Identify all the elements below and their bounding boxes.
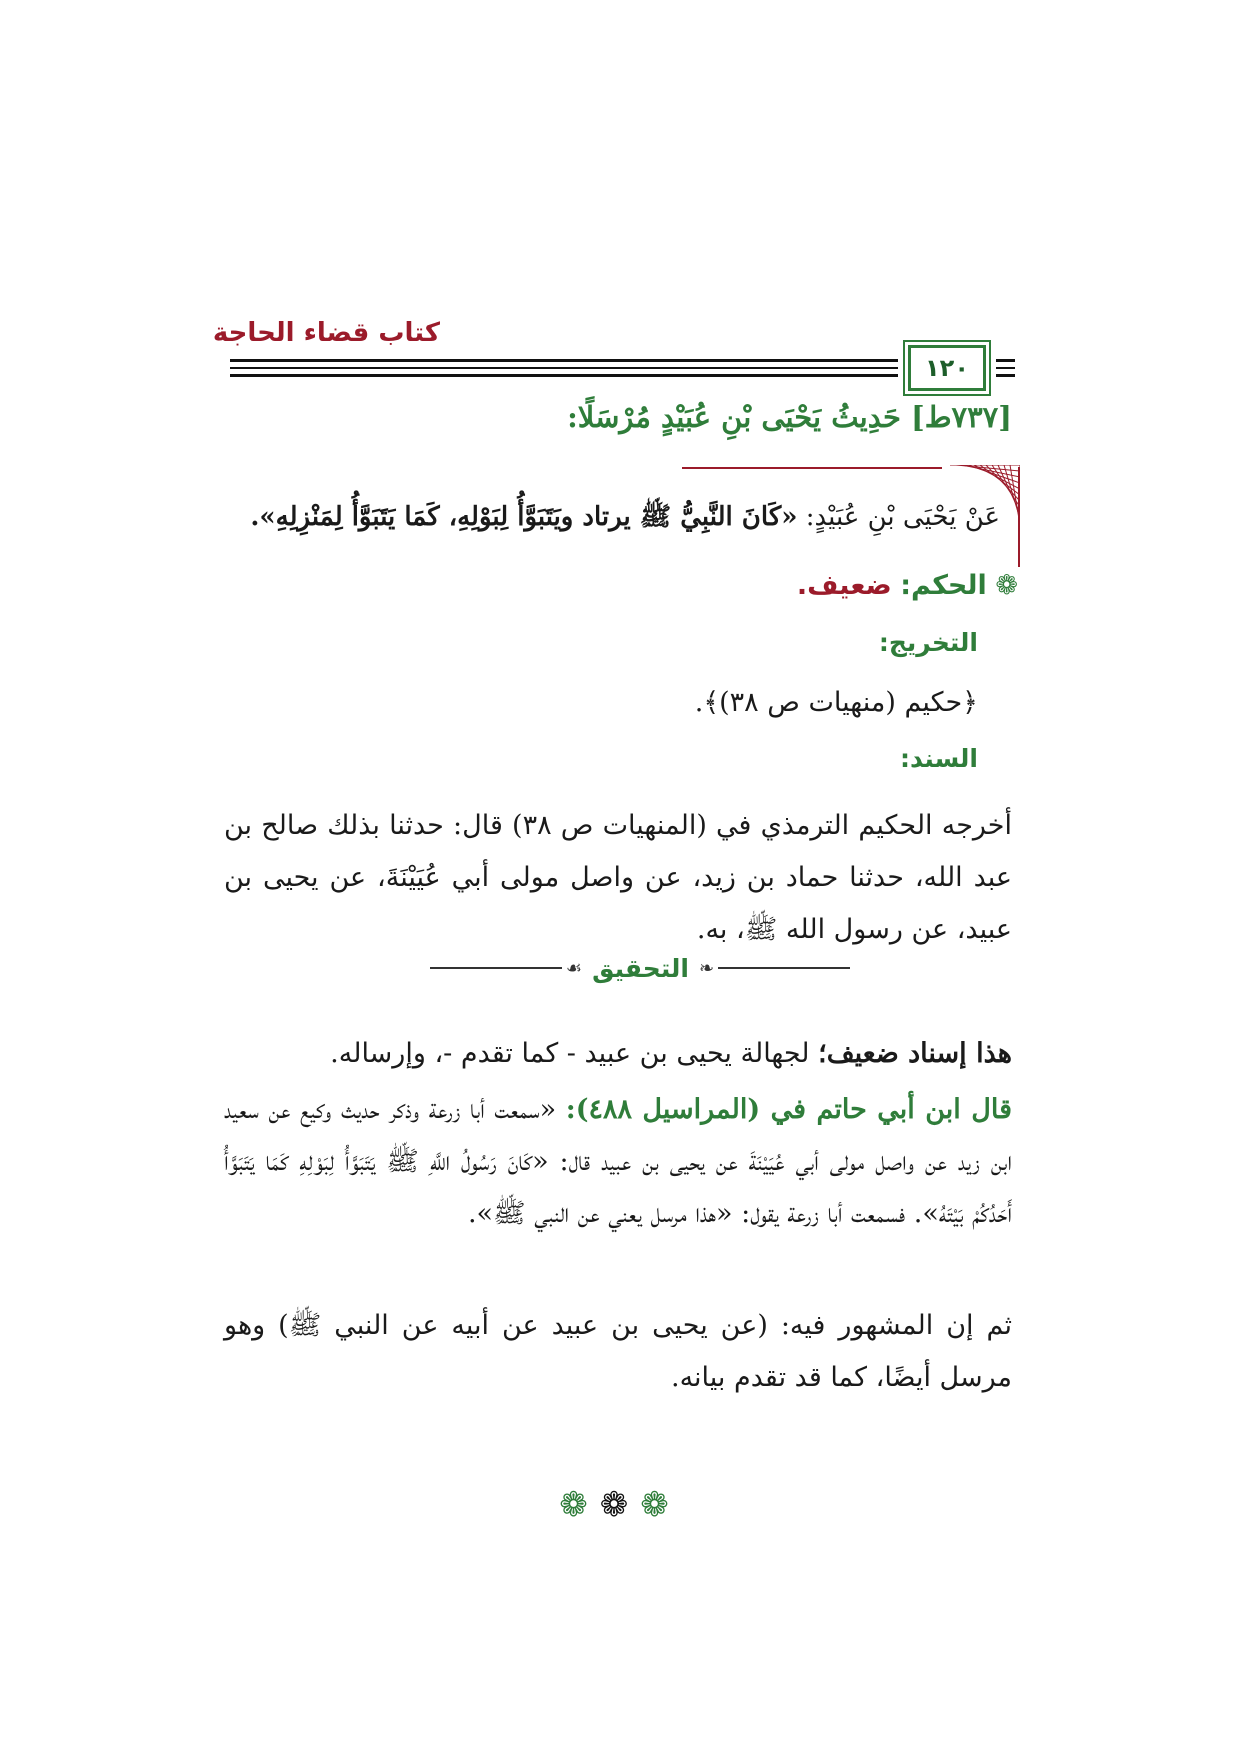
takhrij-label: التخريج:: [878, 628, 978, 657]
flower-ornament-icon: ❁: [640, 1485, 681, 1525]
quote-source: قال ابن أبي حاتم في (المراسيل ٤٨٨):: [565, 1094, 1012, 1125]
page-number: ١٢٠: [925, 354, 969, 382]
end-ornament: [520, 1485, 720, 1525]
tahqiq-title: التحقيق: [592, 953, 689, 983]
flower-ornament-icon: ❁: [559, 1485, 600, 1525]
divider-ornament-icon: ❧: [698, 957, 715, 979]
ruling: [218, 570, 1018, 601]
hadith-narrator: عَنْ يَحْيَى بْنِ عُبَيْدٍ:: [805, 502, 1000, 532]
tahqiq-paragraph-1: [224, 1028, 1012, 1080]
flower-ornament-icon: ❁: [599, 1485, 641, 1525]
quote-text: «سمعت أبا زرعة وذكر حديث وكيع عن سعيد ابن زيد عن واصل مولى أبي عُيَيْنَةَ عن يحيى بن عبيد قال: «كَانَ رَسُولُ اللَّهِ ﷺ يَتَبَوَّأُ لِبَوْلِهِ كَمَا يَتَبَوَّأُ أَحَدُكُمْ بَيْتَهُ». فسمعت أبا زرعة يقول: «هذا مرسل يعني عن النبي ﷺ».: [224, 1094, 1012, 1229]
ruling-value: ضعيف.: [796, 570, 892, 601]
hadith-matn: «كَانَ النَّبِيُّ ﷺ يرتاد ويَتَبَوَّأُ لِبَوْلِهِ، كَمَا يَتَبَوَّأُ لِمَنْزِلِهِ».: [250, 502, 798, 532]
ruling-label: الحكم:: [900, 570, 987, 601]
tahqiq-paragraph-2: [224, 1084, 1012, 1240]
hadith-text: [220, 500, 1000, 538]
tahqiq-lead: هذا إسناد ضعيف؛: [818, 1038, 1012, 1069]
hadith-heading: [٧٣٧ط] حَدِيثُ يَحْيَى بْنِ عُبَيْدٍ مُرْسَلًا:: [567, 400, 1012, 434]
flower-ornament-icon: ❁: [995, 570, 1018, 601]
running-title: كتاب قضاء الحاجة: [212, 318, 440, 348]
takhrij-text: ﴿حكيم (منهيات ص ٣٨)﴾.: [694, 687, 978, 718]
page-number-badge: [908, 345, 986, 391]
tahqiq-divider: [430, 953, 850, 983]
divider-ornament-icon: ☙: [565, 957, 583, 979]
tahqiq-p1-rest: لجهالة يحيى بن عبيد - كما تقدم -، وإرساله.: [330, 1038, 819, 1069]
sanad-paragraph: أخرجه الحكيم الترمذي في (المنهيات ص ٣٨) قال: حدثنا بذلك صالح بن عبد الله، حدثنا حماد بن زيد، عن واصل مولى أبي عُيَيْنَةَ، عن يحيى بن عبيد، عن رسول الله ﷺ، به.: [224, 810, 1012, 945]
sanad-label: السند:: [899, 744, 978, 773]
tahqiq-paragraph-3: ثم إن المشهور فيه: (عن يحيى بن عبيد عن أبيه عن النبي ﷺ) وهو مرسل أيضًا، كما قد تقدم بيانه.: [224, 1310, 1012, 1393]
